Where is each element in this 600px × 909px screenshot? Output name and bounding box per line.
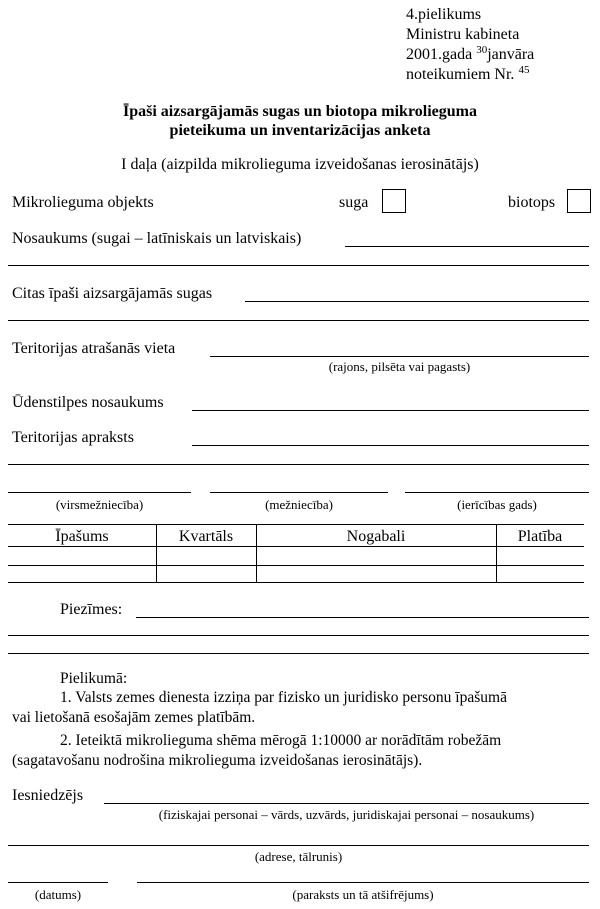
pielikuma-item-1-line-1: 1. Valsts zemes dienesta izziņa par fizisko un juridisko personu īpašumā: [60, 689, 507, 706]
annex-line-4: noteikumiem Nr. $^{45}$: [406, 64, 530, 83]
apraksts-label: Teritorijas apraksts: [12, 429, 134, 446]
iesniedzejs-caption: (fiziskajai personai – vārds, uzvārds, juridiskajai personai – nosaukums): [158, 807, 535, 822]
date-caption: (datums): [34, 887, 82, 902]
form-title-line-1: Īpaši aizsargājamās sugas un biotopa mikrolieguma: [123, 103, 477, 120]
annex-day-handwritten: 30: [476, 44, 488, 56]
table-header-platiba: Platība: [517, 528, 563, 545]
mezn-caption: (mežniecība): [265, 497, 333, 512]
date-field-line[interactable]: [8, 882, 108, 883]
citas-field-line[interactable]: [245, 301, 589, 302]
part-1-heading: I daļa (aizpilda mikrolieguma izveidošanas ierosinātājs): [121, 156, 479, 173]
suga-checkbox[interactable]: [382, 189, 406, 213]
pielikuma-item-2-line-2: (sagatavošanu nodrošina mikrolieguma izveidošanas ierosinātājs).: [12, 752, 423, 769]
citas-field-line-2[interactable]: [8, 320, 589, 321]
pielikuma-item-2-line-1: 2. Ieteiktā mikrolieguma shēma mērogā 1:10000 ar norādītām robežām: [60, 732, 502, 749]
nosaukums-field-line[interactable]: [345, 246, 589, 247]
signature-field-line[interactable]: [137, 882, 589, 883]
annex-line-2: Ministru kabineta: [406, 26, 520, 43]
iesniedzejs-label: Iesniedzējs: [12, 787, 84, 804]
suga-label: suga: [339, 194, 369, 211]
pielikuma-item-1-line-2: vai lietošanā esošajām zemes platībām.: [12, 709, 256, 726]
piezimes-field-line-2[interactable]: [8, 635, 589, 636]
table-top-border: [8, 524, 584, 525]
piezimes-label: Piezīmes:: [60, 601, 123, 618]
biotops-checkbox[interactable]: [567, 189, 591, 213]
signature-caption: (paraksts un tā atšifrējums): [292, 887, 434, 902]
biotops-label: biotops: [508, 194, 556, 211]
nosaukums-field-line-2[interactable]: [8, 265, 589, 266]
virsmezn-field-line[interactable]: [8, 492, 191, 493]
mezn-field-line[interactable]: [210, 492, 388, 493]
table-row-border: [8, 565, 584, 566]
udenstilpes-field-line[interactable]: [192, 410, 589, 411]
atrasanas-field-line[interactable]: [210, 356, 589, 357]
address-field-line[interactable]: [8, 845, 589, 846]
annex-number-handwritten: 45: [518, 64, 530, 76]
virsmezn-caption: (virsmežniecība): [55, 497, 144, 512]
nosaukums-label: Nosaukums (sugai – latīniskais un latviskais): [12, 230, 302, 247]
atrasanas-label: Teritorijas atrašanās vieta: [12, 340, 176, 357]
pielikuma-heading: Pielikumā:: [60, 670, 128, 687]
iesniedzejs-field-line[interactable]: [104, 803, 589, 804]
table-header-kvartals: Kvartāls: [178, 528, 234, 545]
citas-label: Citas īpaši aizsargājamās sugas: [12, 285, 213, 302]
apraksts-field-line[interactable]: [192, 445, 589, 446]
table-header-border: [8, 546, 584, 547]
address-caption: (adrese, tālrunis): [254, 849, 343, 864]
ierices-caption: (ierīcības gads): [457, 497, 537, 512]
table-bottom-border: [8, 582, 584, 583]
annex-line-3: 2001.gada $^{30}$janvāra: [406, 44, 535, 63]
annex-line-1: 4.pielikums: [406, 6, 482, 23]
form-title-line-2: pieteikuma un inventarizācijas anketa: [169, 122, 431, 139]
udenstilpes-label: Ūdenstilpes nosaukums: [12, 394, 164, 411]
table-header-nogabali: Nogabali: [346, 528, 406, 545]
atrasanas-caption: (rajons, pilsēta vai pagasts): [328, 359, 471, 374]
apraksts-field-line-2[interactable]: [8, 464, 589, 465]
object-label: Mikrolieguma objekts: [12, 194, 154, 211]
ierices-field-line[interactable]: [405, 492, 589, 493]
table-header-ipasums: Īpašums: [55, 528, 109, 545]
piezimes-field-line-3[interactable]: [8, 653, 589, 654]
piezimes-field-line[interactable]: [136, 617, 589, 618]
